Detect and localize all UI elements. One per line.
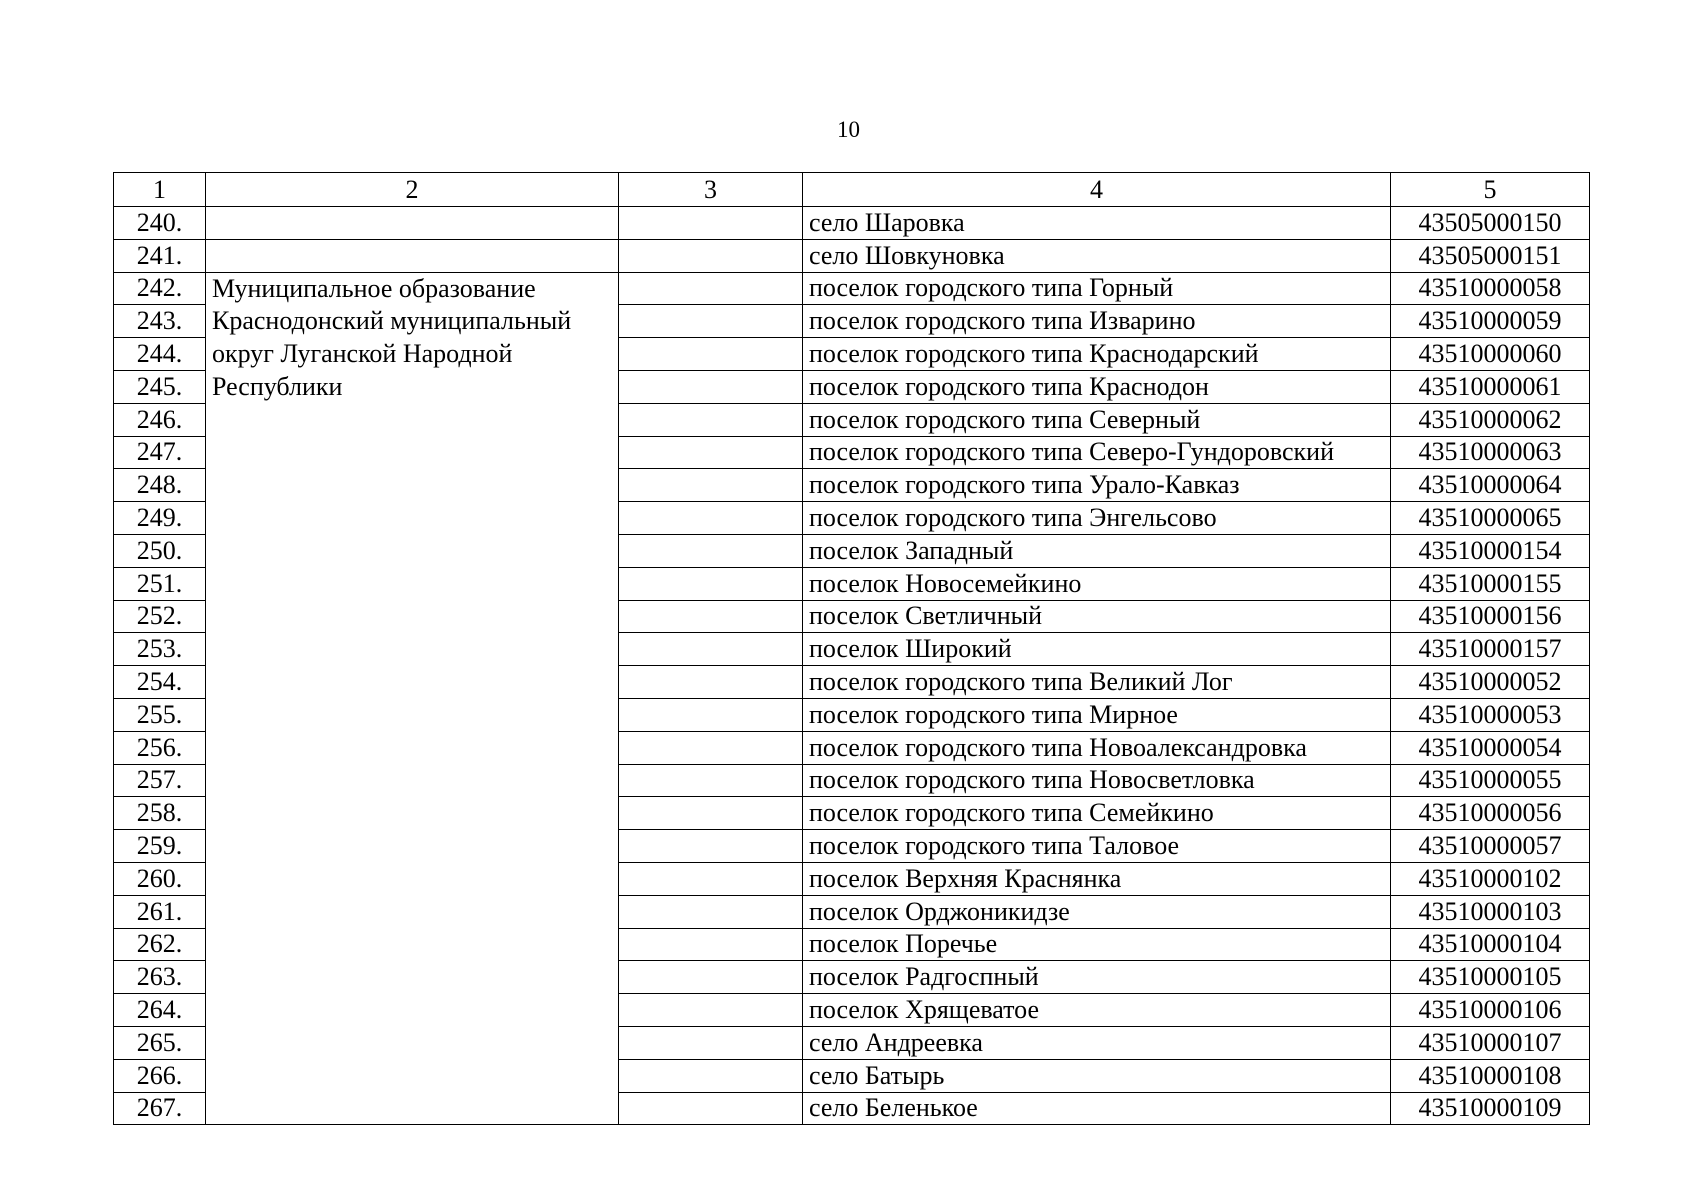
column-3-cell (619, 731, 803, 764)
column-3-cell (619, 994, 803, 1027)
locality-code: 43510000105 (1391, 961, 1590, 994)
locality-name: поселок Светличный (803, 600, 1391, 633)
column-3-cell (619, 1026, 803, 1059)
locality-name: поселок Широкий (803, 633, 1391, 666)
locality-code: 43510000109 (1391, 1092, 1590, 1125)
column-3-cell (619, 1092, 803, 1125)
locality-code: 43510000061 (1391, 370, 1590, 403)
locality-name: поселок городского типа Новосветловка (803, 764, 1391, 797)
column-3-cell (619, 305, 803, 338)
column-3-cell (619, 666, 803, 699)
column-header-3: 3 (619, 173, 803, 207)
row-number: 256. (114, 731, 206, 764)
locality-name: поселок городского типа Северо-Гундоровский (803, 436, 1391, 469)
locality-name: поселок Орджоникидзе (803, 895, 1391, 928)
column-3-cell (619, 928, 803, 961)
locality-code: 43510000065 (1391, 502, 1590, 535)
row-number: 263. (114, 961, 206, 994)
locality-name: поселок городского типа Краснодон (803, 370, 1391, 403)
locality-name: поселок Верхняя Краснянка (803, 862, 1391, 895)
localities-table (113, 172, 1590, 1125)
locality-name: поселок городского типа Горный (803, 272, 1391, 305)
column-3-cell (619, 600, 803, 633)
locality-name: село Шовкуновка (803, 239, 1391, 272)
header-row (114, 173, 1590, 207)
column-3-cell (619, 370, 803, 403)
locality-code: 43510000064 (1391, 469, 1590, 502)
municipality-cell-empty (206, 207, 619, 240)
locality-code: 43510000106 (1391, 994, 1590, 1027)
locality-code: 43510000103 (1391, 895, 1590, 928)
locality-code: 43510000062 (1391, 403, 1590, 436)
locality-name: поселок Хрящеватое (803, 994, 1391, 1027)
row-number: 249. (114, 502, 206, 535)
locality-code: 43510000108 (1391, 1059, 1590, 1092)
row-number: 261. (114, 895, 206, 928)
row-number: 248. (114, 469, 206, 502)
row-number: 254. (114, 666, 206, 699)
column-3-cell (619, 272, 803, 305)
column-3-cell (619, 698, 803, 731)
column-3-cell (619, 207, 803, 240)
row-number: 250. (114, 534, 206, 567)
locality-name: село Шаровка (803, 207, 1391, 240)
column-3-cell (619, 764, 803, 797)
locality-name: поселок Западный (803, 534, 1391, 567)
row-number: 264. (114, 994, 206, 1027)
column-3-cell (619, 534, 803, 567)
column-3-cell (619, 567, 803, 600)
locality-name: село Беленькое (803, 1092, 1391, 1125)
row-number: 240. (114, 207, 206, 240)
locality-name: поселок городского типа Великий Лог (803, 666, 1391, 699)
column-header-1: 1 (114, 173, 206, 207)
row-number: 260. (114, 862, 206, 895)
locality-name: поселок городского типа Семейкино (803, 797, 1391, 830)
row-number: 258. (114, 797, 206, 830)
locality-code: 43510000052 (1391, 666, 1590, 699)
locality-name: поселок городского типа Северный (803, 403, 1391, 436)
row-number: 247. (114, 436, 206, 469)
locality-code: 43510000107 (1391, 1026, 1590, 1059)
locality-code: 43510000054 (1391, 731, 1590, 764)
locality-code: 43510000156 (1391, 600, 1590, 633)
row-number: 244. (114, 338, 206, 371)
row-number: 246. (114, 403, 206, 436)
row-number: 251. (114, 567, 206, 600)
locality-name: поселок городского типа Урало-Кавказ (803, 469, 1391, 502)
row-number: 252. (114, 600, 206, 633)
row-number: 262. (114, 928, 206, 961)
locality-code: 43510000056 (1391, 797, 1590, 830)
column-3-cell (619, 403, 803, 436)
column-3-cell (619, 239, 803, 272)
locality-code: 43510000102 (1391, 862, 1590, 895)
locality-code: 43510000154 (1391, 534, 1590, 567)
column-header-5: 5 (1391, 173, 1590, 207)
locality-code: 43510000053 (1391, 698, 1590, 731)
locality-name: поселок городского типа Энгельсово (803, 502, 1391, 535)
locality-name: поселок городского типа Изварино (803, 305, 1391, 338)
row-number: 265. (114, 1026, 206, 1059)
column-3-cell (619, 862, 803, 895)
column-header-2: 2 (206, 173, 619, 207)
column-3-cell (619, 338, 803, 371)
row-number: 267. (114, 1092, 206, 1125)
municipality-cell-empty (206, 239, 619, 272)
locality-code: 43505000151 (1391, 239, 1590, 272)
column-3-cell (619, 633, 803, 666)
locality-code: 43510000057 (1391, 830, 1590, 863)
column-3-cell (619, 895, 803, 928)
locality-name: поселок Новосемейкино (803, 567, 1391, 600)
column-3-cell (619, 469, 803, 502)
locality-code: 43510000155 (1391, 567, 1590, 600)
column-3-cell (619, 830, 803, 863)
column-3-cell (619, 502, 803, 535)
row-number: 255. (114, 698, 206, 731)
locality-code: 43510000060 (1391, 338, 1590, 371)
row-number: 266. (114, 1059, 206, 1092)
locality-name: поселок городского типа Новоалександровка (803, 731, 1391, 764)
locality-code: 43510000063 (1391, 436, 1590, 469)
table-row (114, 207, 1590, 240)
page-number: 10 (837, 117, 860, 142)
locality-code: 43510000059 (1391, 305, 1590, 338)
locality-name: поселок городского типа Таловое (803, 830, 1391, 863)
table-body (114, 207, 1590, 1125)
locality-name: поселок городского типа Краснодарский (803, 338, 1391, 371)
locality-name: село Батырь (803, 1059, 1391, 1092)
column-3-cell (619, 436, 803, 469)
locality-code: 43510000104 (1391, 928, 1590, 961)
row-number: 242. (114, 272, 206, 305)
locality-code: 43510000157 (1391, 633, 1590, 666)
column-3-cell (619, 961, 803, 994)
column-3-cell (619, 1059, 803, 1092)
table-row (114, 272, 1590, 305)
row-number: 259. (114, 830, 206, 863)
row-number: 257. (114, 764, 206, 797)
locality-name: поселок городского типа Мирное (803, 698, 1391, 731)
column-header-4: 4 (803, 173, 1391, 207)
municipality-name: Муниципальное образование Краснодонский муниципальный округ Луганской Народной Республики (206, 272, 619, 1125)
table-header (114, 173, 1590, 207)
locality-name: село Андреевка (803, 1026, 1391, 1059)
table-row (114, 239, 1590, 272)
locality-code: 43510000058 (1391, 272, 1590, 305)
locality-code: 43510000055 (1391, 764, 1590, 797)
locality-code: 43505000150 (1391, 207, 1590, 240)
row-number: 245. (114, 370, 206, 403)
locality-name: поселок Радгоспный (803, 961, 1391, 994)
row-number: 241. (114, 239, 206, 272)
row-number: 243. (114, 305, 206, 338)
row-number: 253. (114, 633, 206, 666)
locality-name: поселок Поречье (803, 928, 1391, 961)
column-3-cell (619, 797, 803, 830)
